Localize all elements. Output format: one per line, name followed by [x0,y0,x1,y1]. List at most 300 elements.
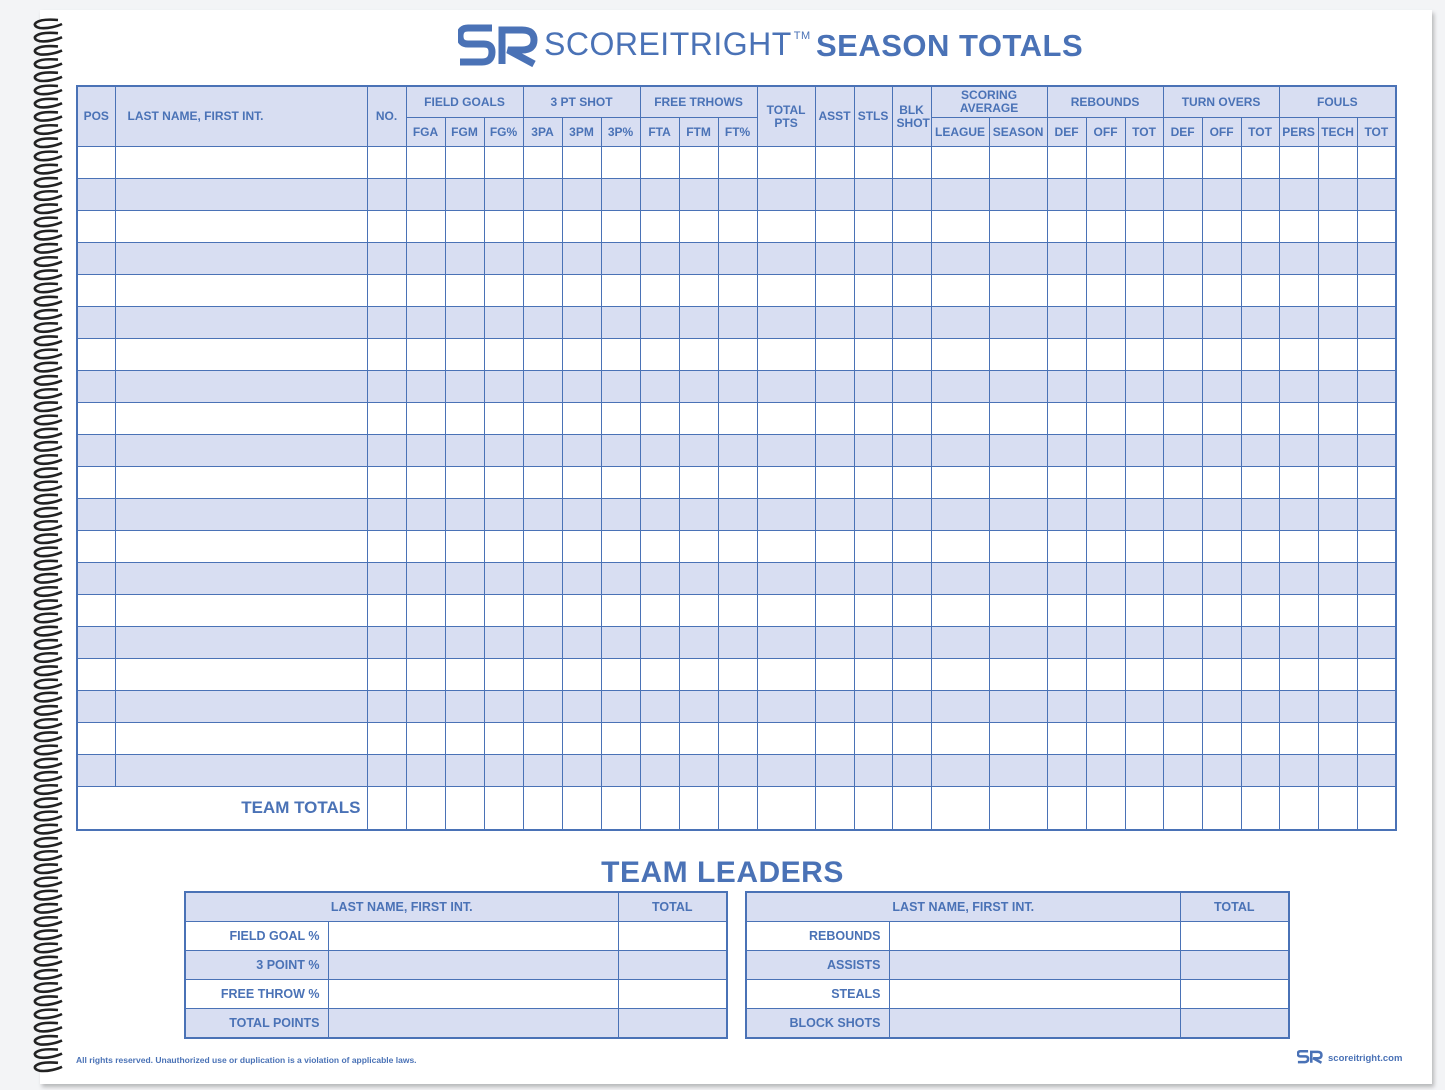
stat-cell[interactable] [1357,755,1396,787]
stat-cell[interactable] [562,467,601,499]
stat-cell[interactable] [562,563,601,595]
stat-cell[interactable] [523,723,562,755]
stat-cell[interactable] [892,147,931,179]
leader-name-cell[interactable] [889,980,1180,1009]
stat-cell[interactable] [757,531,815,563]
stat-cell[interactable] [1125,179,1163,211]
stat-cell[interactable] [445,595,484,627]
stat-cell[interactable] [601,339,640,371]
number-cell[interactable] [367,659,406,691]
stat-cell[interactable] [815,179,854,211]
stat-cell[interactable] [757,275,815,307]
leader-total-cell[interactable] [618,922,727,951]
stat-cell[interactable] [1086,147,1125,179]
stat-cell[interactable] [815,563,854,595]
stat-cell[interactable] [484,179,523,211]
stat-cell[interactable] [815,339,854,371]
stat-cell[interactable] [1357,403,1396,435]
stat-cell[interactable] [1202,179,1241,211]
stat-cell[interactable] [1047,595,1086,627]
stat-cell[interactable] [1202,211,1241,243]
stat-cell[interactable] [989,211,1047,243]
number-cell[interactable] [367,499,406,531]
stat-cell[interactable] [523,627,562,659]
stat-cell[interactable] [989,435,1047,467]
player-name-cell[interactable] [115,275,367,307]
stat-cell[interactable] [640,691,679,723]
stat-cell[interactable] [406,371,445,403]
stat-cell[interactable] [931,723,989,755]
stat-cell[interactable] [484,499,523,531]
stat-cell[interactable] [406,339,445,371]
stat-cell[interactable] [406,595,445,627]
stat-cell[interactable] [640,563,679,595]
team-totals-cell[interactable] [523,787,562,831]
stat-cell[interactable] [1318,179,1357,211]
stat-cell[interactable] [989,723,1047,755]
stat-cell[interactable] [445,691,484,723]
stat-cell[interactable] [1125,435,1163,467]
pos-cell[interactable] [77,467,115,499]
stat-cell[interactable] [484,691,523,723]
stat-cell[interactable] [815,467,854,499]
stat-cell[interactable] [601,147,640,179]
stat-cell[interactable] [1125,723,1163,755]
stat-cell[interactable] [601,467,640,499]
stat-cell[interactable] [1241,307,1279,339]
stat-cell[interactable] [931,403,989,435]
stat-cell[interactable] [1086,307,1125,339]
stat-cell[interactable] [601,307,640,339]
stat-cell[interactable] [718,403,757,435]
stat-cell[interactable] [1125,403,1163,435]
stat-cell[interactable] [1241,243,1279,275]
stat-cell[interactable] [989,531,1047,563]
player-name-cell[interactable] [115,467,367,499]
stat-cell[interactable] [1125,755,1163,787]
stat-cell[interactable] [1086,403,1125,435]
stat-cell[interactable] [679,307,718,339]
stat-cell[interactable] [1202,659,1241,691]
team-totals-cell[interactable] [601,787,640,831]
player-name-cell[interactable] [115,563,367,595]
stat-cell[interactable] [1279,691,1318,723]
stat-cell[interactable] [1163,307,1202,339]
stat-cell[interactable] [640,371,679,403]
stat-cell[interactable] [989,595,1047,627]
pos-cell[interactable] [77,723,115,755]
stat-cell[interactable] [1086,339,1125,371]
stat-cell[interactable] [1357,307,1396,339]
stat-cell[interactable] [989,659,1047,691]
player-name-cell[interactable] [115,371,367,403]
stat-cell[interactable] [1357,371,1396,403]
stat-cell[interactable] [1047,147,1086,179]
stat-cell[interactable] [601,755,640,787]
stat-cell[interactable] [640,147,679,179]
stat-cell[interactable] [484,147,523,179]
stat-cell[interactable] [679,755,718,787]
stat-cell[interactable] [1318,435,1357,467]
stat-cell[interactable] [484,211,523,243]
stat-cell[interactable] [1279,659,1318,691]
stat-cell[interactable] [892,275,931,307]
stat-cell[interactable] [854,179,892,211]
team-totals-cell[interactable] [854,787,892,831]
stat-cell[interactable] [640,755,679,787]
stat-cell[interactable] [562,275,601,307]
stat-cell[interactable] [523,467,562,499]
stat-cell[interactable] [1086,595,1125,627]
stat-cell[interactable] [445,147,484,179]
stat-cell[interactable] [523,691,562,723]
stat-cell[interactable] [718,211,757,243]
stat-cell[interactable] [989,307,1047,339]
stat-cell[interactable] [562,211,601,243]
stat-cell[interactable] [406,499,445,531]
stat-cell[interactable] [1047,627,1086,659]
stat-cell[interactable] [1202,147,1241,179]
stat-cell[interactable] [1047,499,1086,531]
pos-cell[interactable] [77,147,115,179]
stat-cell[interactable] [1318,211,1357,243]
stat-cell[interactable] [757,147,815,179]
team-totals-cell[interactable] [1086,787,1125,831]
stat-cell[interactable] [931,147,989,179]
stat-cell[interactable] [989,691,1047,723]
stat-cell[interactable] [931,243,989,275]
stat-cell[interactable] [892,307,931,339]
stat-cell[interactable] [1163,691,1202,723]
stat-cell[interactable] [484,659,523,691]
stat-cell[interactable] [1125,627,1163,659]
team-totals-cell[interactable] [406,787,445,831]
stat-cell[interactable] [1318,403,1357,435]
stat-cell[interactable] [1202,307,1241,339]
stat-cell[interactable] [854,531,892,563]
stat-cell[interactable] [757,627,815,659]
stat-cell[interactable] [484,307,523,339]
stat-cell[interactable] [1241,211,1279,243]
stat-cell[interactable] [640,179,679,211]
stat-cell[interactable] [1241,531,1279,563]
stat-cell[interactable] [1202,755,1241,787]
number-cell[interactable] [367,403,406,435]
stat-cell[interactable] [1202,371,1241,403]
stat-cell[interactable] [406,659,445,691]
stat-cell[interactable] [679,627,718,659]
stat-cell[interactable] [854,211,892,243]
stat-cell[interactable] [892,563,931,595]
stat-cell[interactable] [1047,211,1086,243]
stat-cell[interactable] [892,691,931,723]
stat-cell[interactable] [445,275,484,307]
stat-cell[interactable] [679,403,718,435]
stat-cell[interactable] [757,499,815,531]
stat-cell[interactable] [1086,371,1125,403]
stat-cell[interactable] [1357,595,1396,627]
stat-cell[interactable] [815,659,854,691]
stat-cell[interactable] [892,179,931,211]
stat-cell[interactable] [1241,755,1279,787]
stat-cell[interactable] [1163,563,1202,595]
stat-cell[interactable] [1202,691,1241,723]
stat-cell[interactable] [1125,531,1163,563]
stat-cell[interactable] [1163,147,1202,179]
stat-cell[interactable] [406,243,445,275]
stat-cell[interactable] [931,531,989,563]
stat-cell[interactable] [815,723,854,755]
stat-cell[interactable] [1086,563,1125,595]
stat-cell[interactable] [445,435,484,467]
stat-cell[interactable] [601,627,640,659]
stat-cell[interactable] [601,371,640,403]
stat-cell[interactable] [1086,467,1125,499]
stat-cell[interactable] [854,595,892,627]
pos-cell[interactable] [77,531,115,563]
pos-cell[interactable] [77,339,115,371]
stat-cell[interactable] [931,179,989,211]
stat-cell[interactable] [1125,467,1163,499]
team-totals-cell[interactable] [892,787,931,831]
stat-cell[interactable] [523,659,562,691]
stat-cell[interactable] [601,723,640,755]
stat-cell[interactable] [640,307,679,339]
stat-cell[interactable] [1047,467,1086,499]
stat-cell[interactable] [1202,243,1241,275]
stat-cell[interactable] [1086,499,1125,531]
stat-cell[interactable] [1163,403,1202,435]
player-name-cell[interactable] [115,723,367,755]
stat-cell[interactable] [562,627,601,659]
stat-cell[interactable] [406,179,445,211]
stat-cell[interactable] [1241,627,1279,659]
stat-cell[interactable] [931,339,989,371]
stat-cell[interactable] [718,723,757,755]
stat-cell[interactable] [892,339,931,371]
stat-cell[interactable] [854,371,892,403]
stat-cell[interactable] [815,371,854,403]
leader-total-cell[interactable] [618,980,727,1009]
stat-cell[interactable] [523,275,562,307]
stat-cell[interactable] [562,435,601,467]
team-totals-cell[interactable] [367,787,406,831]
stat-cell[interactable] [1202,435,1241,467]
stat-cell[interactable] [931,595,989,627]
stat-cell[interactable] [718,371,757,403]
stat-cell[interactable] [406,531,445,563]
stat-cell[interactable] [757,243,815,275]
stat-cell[interactable] [523,435,562,467]
stat-cell[interactable] [989,339,1047,371]
stat-cell[interactable] [406,403,445,435]
stat-cell[interactable] [854,435,892,467]
pos-cell[interactable] [77,243,115,275]
stat-cell[interactable] [1357,211,1396,243]
stat-cell[interactable] [523,147,562,179]
stat-cell[interactable] [1357,659,1396,691]
stat-cell[interactable] [1125,211,1163,243]
stat-cell[interactable] [484,595,523,627]
stat-cell[interactable] [989,371,1047,403]
stat-cell[interactable] [815,147,854,179]
stat-cell[interactable] [1318,659,1357,691]
stat-cell[interactable] [1125,499,1163,531]
stat-cell[interactable] [1163,179,1202,211]
stat-cell[interactable] [484,531,523,563]
number-cell[interactable] [367,435,406,467]
stat-cell[interactable] [1241,659,1279,691]
stat-cell[interactable] [815,595,854,627]
stat-cell[interactable] [1047,179,1086,211]
stat-cell[interactable] [892,595,931,627]
stat-cell[interactable] [523,307,562,339]
stat-cell[interactable] [1357,499,1396,531]
player-name-cell[interactable] [115,339,367,371]
stat-cell[interactable] [640,243,679,275]
stat-cell[interactable] [757,691,815,723]
stat-cell[interactable] [562,595,601,627]
stat-cell[interactable] [1125,243,1163,275]
stat-cell[interactable] [892,371,931,403]
stat-cell[interactable] [1279,147,1318,179]
stat-cell[interactable] [562,179,601,211]
pos-cell[interactable] [77,179,115,211]
stat-cell[interactable] [854,403,892,435]
stat-cell[interactable] [1163,435,1202,467]
stat-cell[interactable] [406,755,445,787]
stat-cell[interactable] [562,659,601,691]
stat-cell[interactable] [989,627,1047,659]
stat-cell[interactable] [1241,147,1279,179]
stat-cell[interactable] [640,403,679,435]
stat-cell[interactable] [1202,563,1241,595]
stat-cell[interactable] [1241,339,1279,371]
stat-cell[interactable] [1357,275,1396,307]
number-cell[interactable] [367,307,406,339]
stat-cell[interactable] [406,627,445,659]
stat-cell[interactable] [892,243,931,275]
stat-cell[interactable] [1279,403,1318,435]
player-name-cell[interactable] [115,499,367,531]
stat-cell[interactable] [1318,723,1357,755]
stat-cell[interactable] [815,275,854,307]
stat-cell[interactable] [1318,467,1357,499]
stat-cell[interactable] [562,755,601,787]
stat-cell[interactable] [854,563,892,595]
stat-cell[interactable] [892,659,931,691]
stat-cell[interactable] [1241,435,1279,467]
stat-cell[interactable] [640,275,679,307]
stat-cell[interactable] [1279,531,1318,563]
stat-cell[interactable] [445,499,484,531]
stat-cell[interactable] [757,403,815,435]
stat-cell[interactable] [892,531,931,563]
stat-cell[interactable] [854,755,892,787]
stat-cell[interactable] [1086,211,1125,243]
number-cell[interactable] [367,531,406,563]
stat-cell[interactable] [1047,403,1086,435]
stat-cell[interactable] [757,211,815,243]
stat-cell[interactable] [718,275,757,307]
stat-cell[interactable] [445,659,484,691]
stat-cell[interactable] [1047,755,1086,787]
leader-name-cell[interactable] [328,922,618,951]
player-name-cell[interactable] [115,531,367,563]
leader-total-cell[interactable] [1180,922,1289,951]
stat-cell[interactable] [757,755,815,787]
stat-cell[interactable] [679,499,718,531]
stat-cell[interactable] [562,307,601,339]
stat-cell[interactable] [1125,595,1163,627]
stat-cell[interactable] [989,499,1047,531]
team-totals-cell[interactable] [989,787,1047,831]
stat-cell[interactable] [1125,307,1163,339]
stat-cell[interactable] [1125,563,1163,595]
stat-cell[interactable] [1357,723,1396,755]
stat-cell[interactable] [718,339,757,371]
stat-cell[interactable] [445,339,484,371]
stat-cell[interactable] [1047,307,1086,339]
team-totals-cell[interactable] [1318,787,1357,831]
stat-cell[interactable] [445,723,484,755]
number-cell[interactable] [367,179,406,211]
stat-cell[interactable] [484,435,523,467]
stat-cell[interactable] [757,467,815,499]
stat-cell[interactable] [1125,147,1163,179]
team-totals-cell[interactable] [1202,787,1241,831]
pos-cell[interactable] [77,755,115,787]
team-totals-cell[interactable] [1047,787,1086,831]
stat-cell[interactable] [1318,147,1357,179]
stat-cell[interactable] [523,563,562,595]
stat-cell[interactable] [1318,627,1357,659]
team-totals-cell[interactable] [640,787,679,831]
stat-cell[interactable] [1318,371,1357,403]
number-cell[interactable] [367,691,406,723]
stat-cell[interactable] [445,179,484,211]
stat-cell[interactable] [1086,627,1125,659]
number-cell[interactable] [367,563,406,595]
stat-cell[interactable] [1357,339,1396,371]
stat-cell[interactable] [854,691,892,723]
team-totals-cell[interactable] [718,787,757,831]
stat-cell[interactable] [854,243,892,275]
team-totals-cell[interactable] [562,787,601,831]
stat-cell[interactable] [1318,755,1357,787]
leader-total-cell[interactable] [1180,951,1289,980]
leader-name-cell[interactable] [328,980,618,1009]
number-cell[interactable] [367,627,406,659]
stat-cell[interactable] [931,499,989,531]
stat-cell[interactable] [523,211,562,243]
number-cell[interactable] [367,755,406,787]
stat-cell[interactable] [1241,371,1279,403]
stat-cell[interactable] [1163,531,1202,563]
stat-cell[interactable] [718,755,757,787]
stat-cell[interactable] [1241,403,1279,435]
number-cell[interactable] [367,275,406,307]
leader-total-cell[interactable] [618,1009,727,1039]
stat-cell[interactable] [1279,755,1318,787]
stat-cell[interactable] [601,659,640,691]
stat-cell[interactable] [640,595,679,627]
stat-cell[interactable] [989,563,1047,595]
stat-cell[interactable] [679,659,718,691]
team-totals-cell[interactable] [1357,787,1396,831]
stat-cell[interactable] [445,563,484,595]
stat-cell[interactable] [718,307,757,339]
